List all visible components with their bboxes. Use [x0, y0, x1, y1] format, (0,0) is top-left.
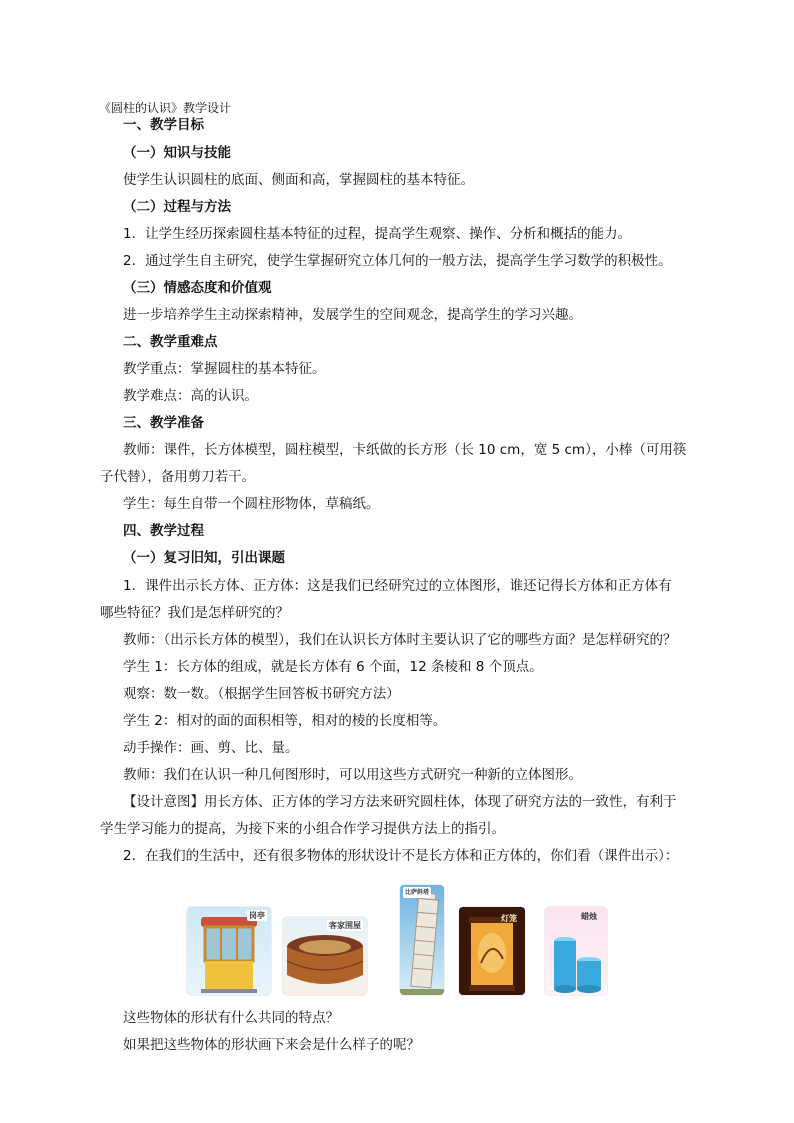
- paragraph: 学生 1：长方体的组成，就是长方体有 6 个面，12 条棱和 8 个顶点。: [123, 659, 543, 675]
- paragraph: 教学重点：掌握圆柱的基本特征。: [123, 361, 326, 377]
- paragraph: 使学生认识圆柱的底面、侧面和高，掌握圆柱的基本特征。: [123, 172, 474, 188]
- paragraph: 2．通过学生自主研究，使学生掌握研究立体几何的一般方法，提高学生学习数学的积极性。: [123, 253, 672, 269]
- cylinder-examples-figure: [187, 885, 607, 997]
- paragraph: 哪些特征？我们是怎样研究的？: [100, 605, 289, 621]
- paragraph: 学生学习能力的提高，为接下来的小组合作学习提供方法上的指引。: [100, 821, 505, 837]
- subheading-knowledge: （一）知识与技能: [123, 145, 231, 161]
- paragraph: 教师：（出示长方体的模型），我们在认识长方体时主要认识了它的哪些方面？是怎样研究的？: [123, 632, 677, 648]
- lantern-label: 灯笼: [501, 914, 517, 923]
- paragraph: 学生 2：相对的面的面积相等，相对的棱的长度相等。: [123, 713, 447, 729]
- tower-label: 比萨斜塔: [405, 889, 430, 896]
- kiosk-image: [187, 907, 271, 995]
- subheading-process: （二）过程与方法: [123, 199, 231, 215]
- tulou-image: [283, 917, 367, 995]
- heading-process: 四、教学过程: [123, 523, 204, 539]
- paragraph: 观察：数一数。（根据学生回答板书研究方法）: [123, 686, 400, 702]
- paragraph: 2．在我们的生活中，还有很多物体的形状设计不是长方体和正方体的，你们看（课件出示）：: [123, 848, 679, 864]
- paragraph: 教师：课件，长方体模型，圆柱模型，卡纸做的长方形（长 10 cm，宽 5 cm），小棒（可用筷: [123, 442, 687, 458]
- paragraph: 进一步培养学生主动探索精神，发展学生的空间观念，提高学生的学习兴趣。: [123, 307, 582, 323]
- kiosk-label: 岗亭: [249, 911, 265, 920]
- heading-key-points: 二、教学重难点: [123, 334, 218, 350]
- tulou-label: 客家围屋: [329, 921, 361, 930]
- subheading-attitude: （三）情感态度和价值观: [123, 280, 272, 296]
- lantern-image: [459, 907, 525, 995]
- paragraph: 动手操作：画、剪、比、量。: [123, 740, 299, 756]
- paragraph: 【设计意图】用长方体、正方体的学习方法来研究圆柱体，体现了研究方法的一致性，有利于: [123, 794, 677, 810]
- tower-image: [400, 885, 444, 995]
- heading-objectives: 一、教学目标: [123, 117, 204, 133]
- paragraph: 1．让学生经历探索圆柱基本特征的过程，提高学生观察、操作、分析和概括的能力。: [123, 226, 632, 242]
- document-title: 《圆柱的认识》教学设计: [99, 101, 232, 115]
- paragraph: 教学难点：高的认识。: [123, 388, 258, 404]
- paragraph: 子代替），备用剪刀若干。: [100, 469, 256, 485]
- leaning-tower-illustration: [400, 885, 444, 995]
- candle-image: [545, 907, 607, 995]
- paragraph: 这些物体的形状有什么共同的特点？: [123, 1010, 339, 1026]
- paragraph: 1．课件出示长方体、正方体：这是我们已经研究过的立体图形，谁还记得长方体和正方体有: [123, 578, 672, 594]
- paragraph: 学生：每生自带一个圆柱形物体，草稿纸。: [123, 496, 380, 512]
- paragraph: 如果把这些物体的形状画下来会是什么样子的呢？: [123, 1037, 420, 1053]
- paragraph: 教师：我们在认识一种几何图形时，可以用这些方式研究一种新的立体图形。: [123, 767, 582, 783]
- subheading-review: （一）复习旧知，引出课题: [123, 550, 285, 566]
- candle-label: 蜡烛: [581, 912, 597, 921]
- heading-preparation: 三、教学准备: [123, 415, 204, 431]
